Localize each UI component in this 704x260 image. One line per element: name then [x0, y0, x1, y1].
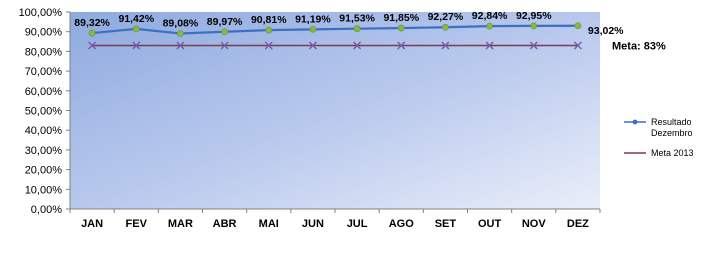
y-tick-label: 10,00% [24, 184, 62, 197]
plot-area [70, 9, 600, 209]
y-tick-label: 30,00% [24, 144, 62, 157]
y-tick-label: 0,00% [30, 204, 62, 216]
resultado-point [266, 27, 272, 33]
data-label: 89,08% [162, 17, 199, 30]
resultado-point [89, 30, 95, 36]
resultado-point [177, 31, 183, 37]
y-tick-label: 80,00% [24, 46, 62, 59]
x-tick-label: MAR [167, 218, 193, 230]
y-tick-label: 20,00% [24, 164, 62, 177]
x-tick-label: SET [434, 218, 457, 230]
x-tick-label: JUL [346, 218, 368, 230]
data-label: 92,84% [471, 10, 508, 23]
data-label: 91,85% [383, 12, 420, 25]
resultado-point [442, 24, 448, 30]
legend-label-resultado-line2: Dezembro [651, 128, 693, 138]
resultado-point [133, 26, 139, 32]
x-tick-label: DEZ [566, 218, 589, 230]
data-label: 91,19% [295, 13, 331, 26]
y-tick-label: 50,00% [24, 105, 62, 118]
x-tick-label: JAN [81, 218, 104, 230]
data-label: 91,53% [339, 12, 375, 25]
resultado-point [222, 29, 228, 35]
x-tick-label: JUN [301, 218, 324, 230]
meta-annotation: Meta: 83% [612, 40, 666, 53]
data-label: 89,97% [206, 15, 243, 28]
data-label: 90,81% [250, 14, 287, 27]
y-tick-label: 60,00% [24, 85, 62, 98]
resultado-point [487, 23, 493, 29]
legend-item-meta [624, 148, 694, 158]
legend-item-resultado [624, 117, 693, 138]
resultado-point [531, 23, 537, 29]
x-tick-label: OUT [477, 218, 502, 230]
y-tick-label: 40,00% [24, 125, 62, 138]
data-label: 89,32% [74, 17, 110, 30]
resultado-point [575, 23, 581, 29]
y-tick-label: 100,00% [18, 7, 62, 19]
legend-marker-resultado [633, 120, 638, 125]
x-tick-label: AGO [388, 218, 414, 230]
resultado-point [354, 26, 360, 32]
y-tick-label: 70,00% [24, 66, 62, 79]
x-tick-label: ABR [212, 218, 237, 230]
resultado-point [398, 25, 404, 31]
legend-label-resultado: Resultado [651, 117, 692, 127]
x-tick-label: FEV [125, 218, 147, 230]
data-label: 92,27% [427, 11, 464, 24]
data-label: 93,02% [587, 24, 624, 37]
data-label: 91,42% [118, 12, 155, 25]
resultado-point [310, 26, 316, 32]
x-tick-label: NOV [521, 218, 546, 230]
y-tick-label: 90,00% [24, 26, 62, 39]
data-label: 92,95% [515, 9, 552, 22]
legend-label-meta: Meta 2013 [651, 148, 694, 158]
x-tick-label: MAI [258, 218, 279, 230]
